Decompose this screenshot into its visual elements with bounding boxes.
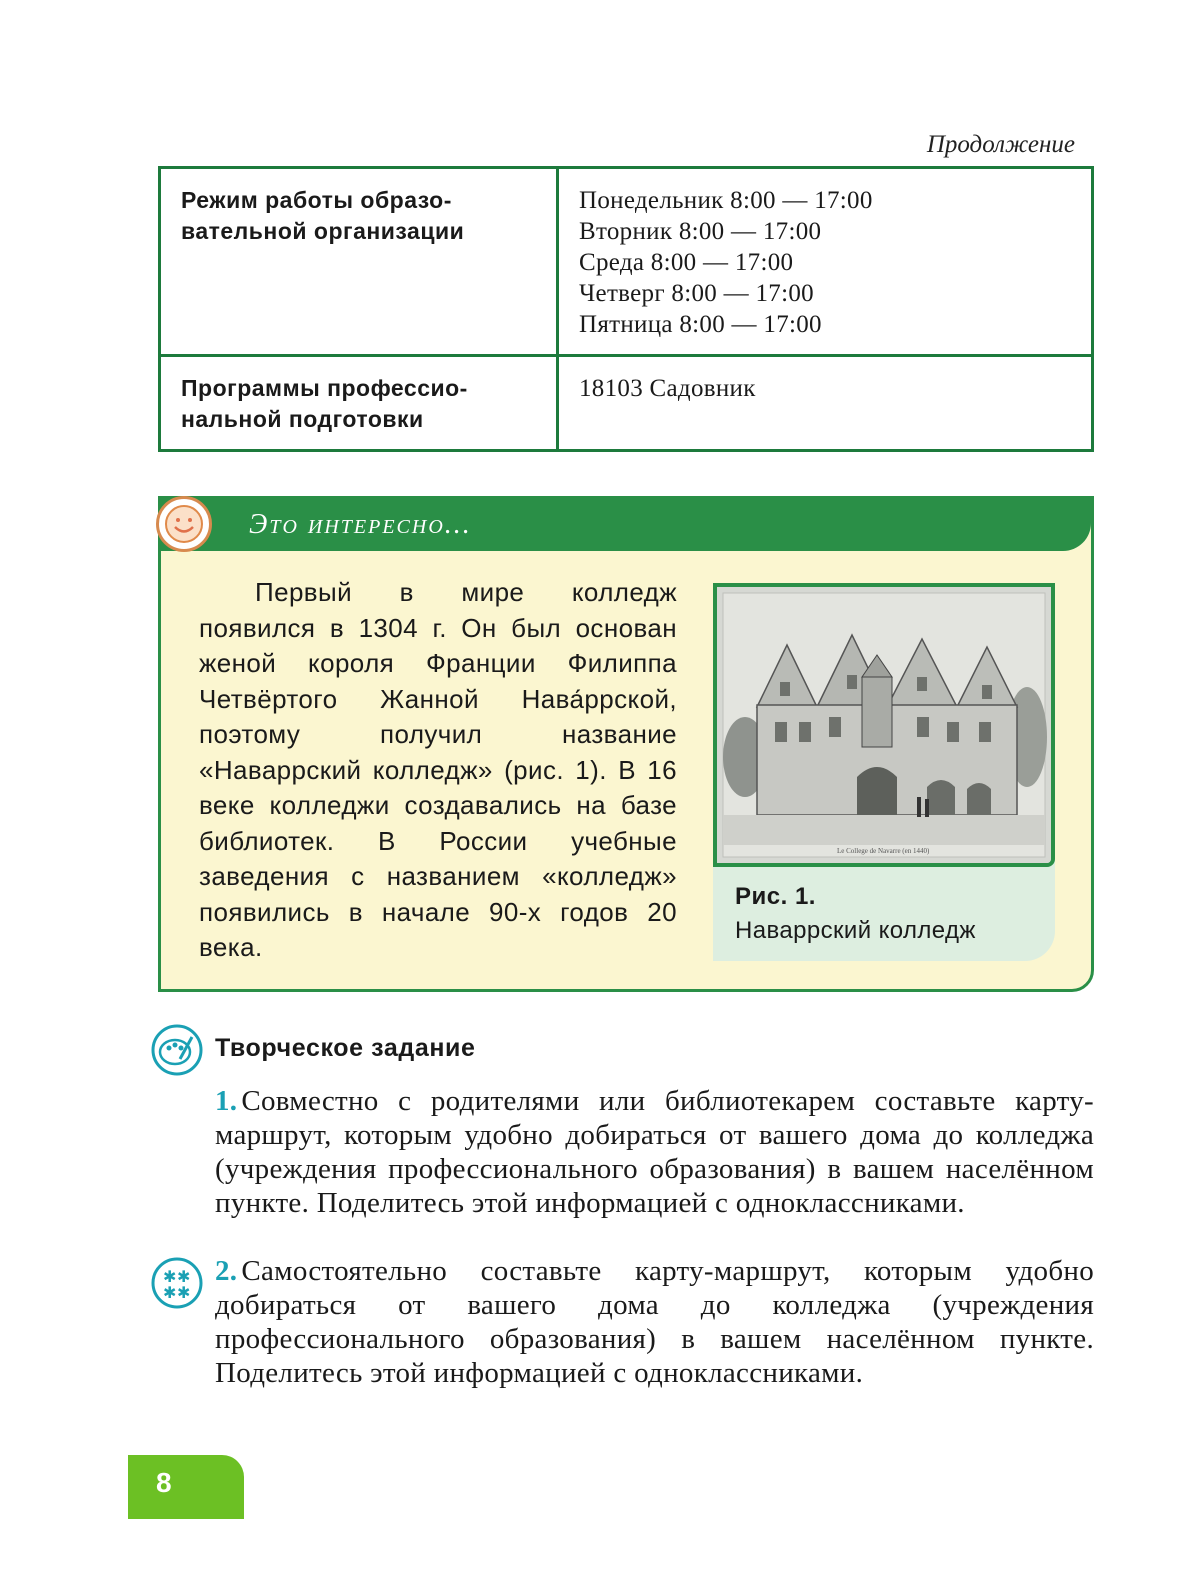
interesting-text: Первый в мире колледж появился в 1304 г. Он был основан женой короля Франции Филиппа Четвёртого Жанной Нава́ррской, поэтому получил название «Наваррский колледж» (рис. 1). В 16 веке колледжи создавались на базе библиотек. В России учебные заведения с названием «колледж» появились в начале 90-х годов 20 века.	[199, 577, 677, 962]
interesting-box	[158, 496, 1094, 992]
table-label-cell	[160, 356, 558, 451]
schedule-line: Четверг 8:00 — 17:00	[579, 280, 814, 307]
table-row	[160, 356, 1093, 451]
schedule-line: Вторник 8:00 — 17:00	[579, 218, 822, 245]
table-label-cell	[160, 168, 558, 356]
task-text: Совместно с родителями или библиотекарем составьте карту-маршрут, которым удобно добираться от вашего дома до колледжа (учреждения профессионального образования) в вашем населённом пункте. Поделитесь этой информацией с одноклассниками.	[215, 1085, 1094, 1219]
schedule-line: Среда 8:00 — 17:00	[579, 249, 794, 276]
label-line: нальной подготовки	[181, 406, 424, 432]
task-number: 2.	[215, 1255, 238, 1287]
table-row	[160, 168, 1093, 356]
smile-icon	[156, 496, 212, 552]
figure-caption-title: Рис. 1.	[735, 883, 816, 910]
task-number: 1.	[215, 1085, 238, 1117]
creative-task-heading: Творческое задание	[215, 1034, 476, 1062]
page-number: 8	[156, 1467, 172, 1498]
snowflake-icon	[150, 1256, 204, 1310]
task-item	[215, 1254, 1094, 1390]
engraving-inscription: Le College de Navarre (en 1440)	[837, 847, 930, 855]
svg-text:✱: ✱	[177, 1267, 191, 1286]
label-line: Программы профессио-	[181, 375, 468, 401]
palette-icon	[150, 1023, 204, 1077]
info-table	[158, 166, 1094, 452]
page-number-tab	[128, 1455, 244, 1519]
svg-text:✱: ✱	[177, 1283, 191, 1302]
figure-caption-text: Наваррский колледж	[735, 917, 976, 944]
figure	[713, 583, 1055, 961]
svg-text:✱: ✱	[163, 1267, 177, 1286]
schedule-line: Пятница 8:00 — 17:00	[579, 311, 822, 338]
task-item	[215, 1084, 1094, 1220]
label-line: вательной организации	[181, 218, 465, 244]
continuation-label: Продолжение	[926, 131, 1075, 158]
interesting-header	[161, 499, 1091, 551]
program-line: 18103 Садовник	[579, 375, 756, 402]
navarre-college-engraving	[713, 583, 1055, 867]
table-value-cell	[558, 356, 1093, 451]
task-text: Самостоятельно составьте карту-маршрут, которым удобно добираться от вашего дома до колледжа (учреждения профессионального образования) в вашем населённом пункте. Поделитесь этой информацией с одноклассниками.	[215, 1255, 1094, 1389]
svg-text:✱: ✱	[163, 1283, 177, 1302]
interesting-title: Это интересно...	[249, 509, 472, 540]
table-value-cell	[558, 168, 1093, 356]
building-illustration	[717, 587, 1051, 863]
label-line: Режим работы образо-	[181, 187, 452, 213]
schedule-line: Понедельник 8:00 — 17:00	[579, 187, 873, 214]
